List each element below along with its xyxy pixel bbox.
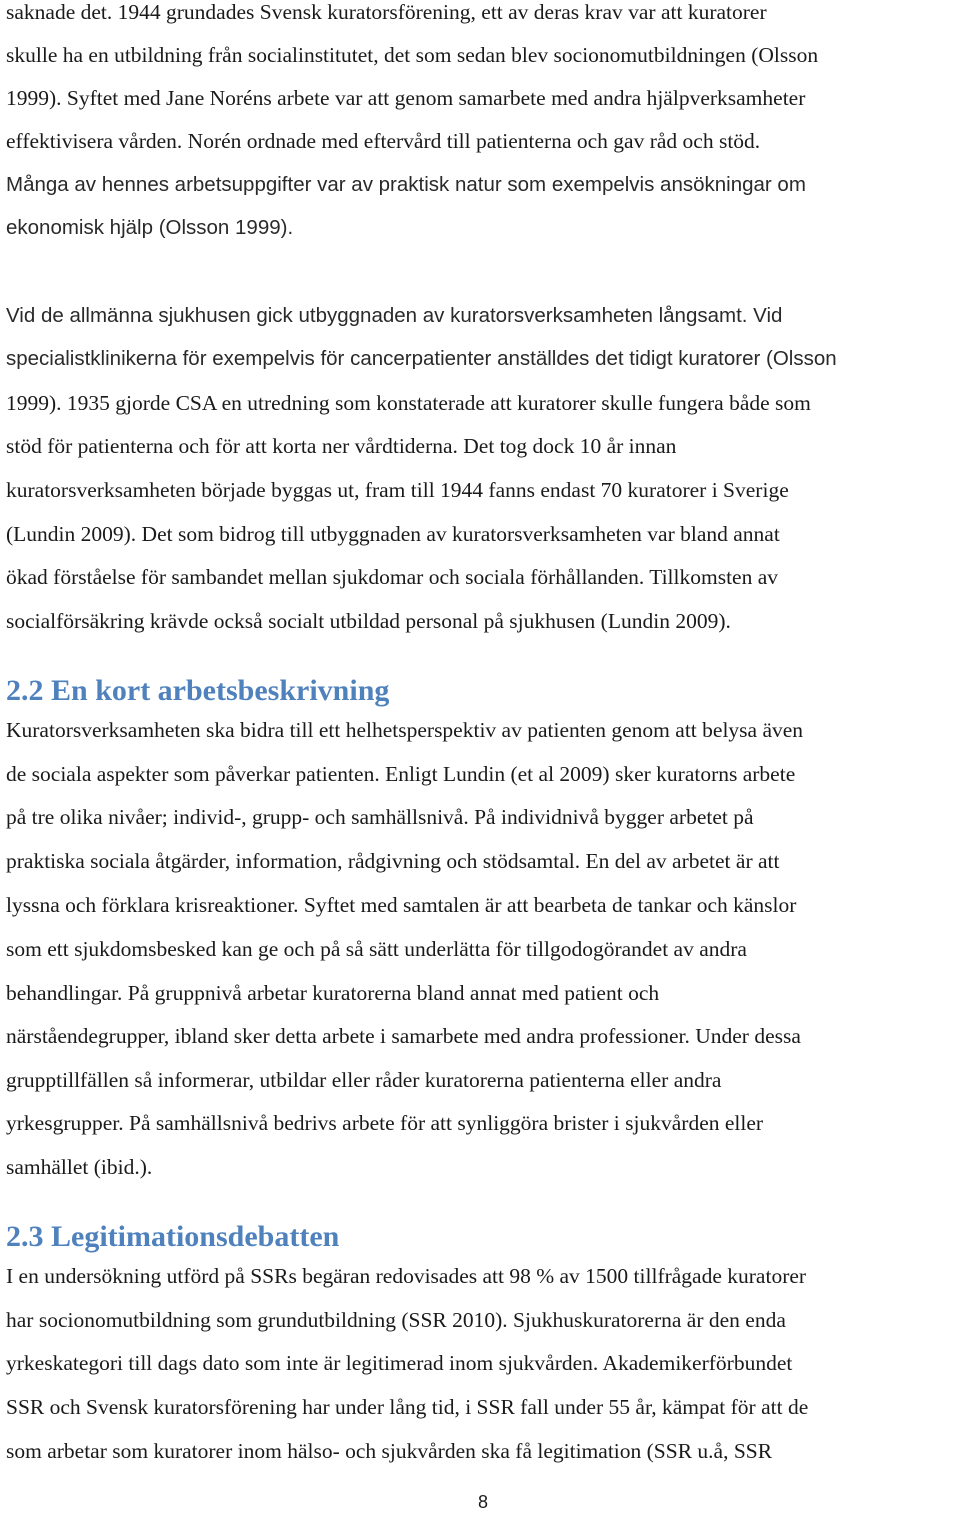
text-line: ekonomisk hjälp (Olsson 1999). (6, 216, 294, 239)
text-line: kuratorsverksamheten började byggas ut, fram till 1944 fanns endast 70 kuratorer i Sverige (6, 478, 789, 502)
text-line: lyssna och förklara krisreaktioner. Syftet med samtalen är att bearbeta de tankar och känslor (6, 893, 797, 917)
text-line: praktiska sociala åtgärder, information, rådgivning och stödsamtal. En del av arbetet är att (6, 849, 780, 873)
text-line: socialförsäkring krävde också socialt utbildad personal på sjukhusen (Lundin 2009). (6, 609, 731, 633)
text-line: 1999). 1935 gjorde CSA en utredning som konstaterade att kuratorer skulle fungera både som (6, 391, 811, 415)
text-line: de sociala aspekter som påverkar patienten. Enligt Lundin (et al 2009) sker kuratorns arbete (6, 762, 796, 786)
text-line: I en undersökning utförd på SSRs begäran redovisades att 98 % av 1500 tillfrågade kuratorer (6, 1264, 807, 1288)
text-line: SSR och Svensk kuratorsförening har under lång tid, i SSR fall under 55 år, kämpat för att de (6, 1395, 809, 1419)
text-line: 1999). Syftet med Jane Noréns arbete var att genom samarbete med andra hjälpverksamheter (6, 86, 806, 110)
text-line: som ett sjukdomsbesked kan ge och på så sätt underlätta för tillgodogörandet av andra (6, 937, 747, 961)
text-line: Vid de allmänna sjukhusen gick utbyggnaden av kuratorsverksamheten långsamt. Vid (6, 304, 783, 327)
text-line: som arbetar som kuratorer inom hälso- och sjukvården ska få legitimation (SSR u.å, SSR (6, 1439, 773, 1463)
text-line: ökad förståelse för sambandet mellan sjukdomar och sociala förhållanden. Tillkomsten av (6, 565, 779, 589)
text-line: skulle ha en utbildning från socialinstitutet, det som sedan blev socionomutbildningen (Olsson (6, 43, 819, 67)
text-line: yrkeskategori till dags dato som inte är legitimerad inom sjukvården. Akademikerförbundet (6, 1351, 793, 1375)
text-line: närståendegrupper, ibland sker detta arbete i samarbete med andra professioner. Under dessa (6, 1024, 801, 1048)
section-heading-2-2: 2.2 En kort arbetsbeskrivning (6, 674, 390, 707)
section-heading-2-3: 2.3 Legitimationsdebatten (6, 1220, 340, 1253)
text-line: på tre olika nivåer; individ-, grupp- och samhällsnivå. På individnivå bygger arbetet på (6, 805, 754, 829)
page-number: 8 (477, 1492, 488, 1512)
text-line: samhället (ibid.). (6, 1155, 153, 1179)
text-line: (Lundin 2009). Det som bidrog till utbyggnaden av kuratorsverksamheten var bland annat (6, 522, 780, 546)
text-line: specialistklinikerna för exempelvis för cancerpatienter anställdes det tidigt kuratorer (Olsson (6, 347, 837, 370)
text-line: effektivisera vården. Norén ordnade med eftervård till patienterna och gav råd och stöd. (6, 129, 761, 153)
text-line: behandlingar. På gruppnivå arbetar kuratorerna bland annat med patient och (6, 981, 660, 1005)
text-line: har socionomutbildning som grundutbildning (SSR 2010). Sjukhuskuratorerna är den enda (6, 1308, 786, 1332)
text-line: Många av hennes arbetsuppgifter var av praktisk natur som exempelvis ansökningar om (6, 173, 806, 196)
text-line: saknade det. 1944 grundades Svensk kuratorsförening, ett av deras krav var att kuratorer (6, 0, 767, 24)
text-line: yrkesgrupper. På samhällsnivå bedrivs arbete för att synliggöra brister i sjukvården eller (6, 1111, 764, 1135)
text-line: Kuratorsverksamheten ska bidra till ett helhetsperspektiv av patienten genom att belysa även (6, 718, 804, 742)
text-line: grupptillfällen så informerar, utbildar eller råder kuratorerna patienterna eller andra (6, 1068, 722, 1092)
text-line: stöd för patienterna och för att korta ner vårdtiderna. Det tog dock 10 år innan (6, 434, 677, 458)
